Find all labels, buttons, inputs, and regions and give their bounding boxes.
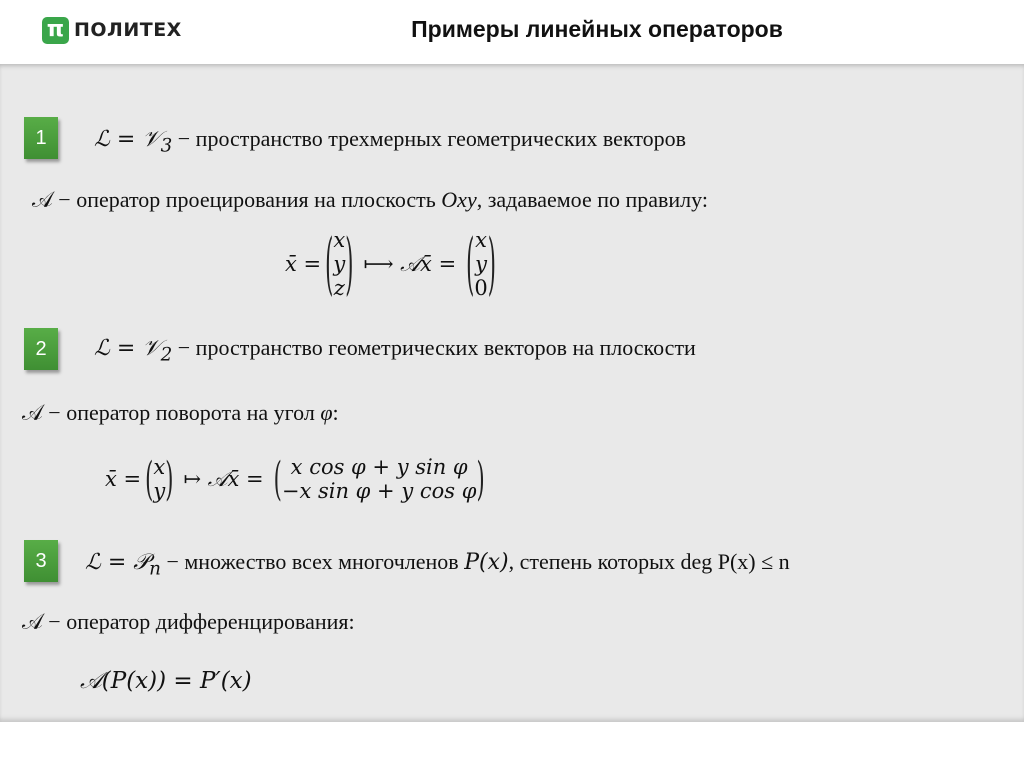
space-symbol: ℒ = 𝒫: [85, 550, 150, 575]
matrix-in: ( x y z ): [325, 225, 354, 303]
operator-rest: , задаваемое по правилу:: [476, 187, 708, 212]
example-2-operator: [22, 400, 339, 426]
matrix-out: ( x y 0 ): [466, 225, 496, 303]
slide-title: Примеры линейных операторов: [411, 16, 783, 42]
operator-text: 𝒜 − оператор дифференцирования:: [22, 609, 355, 634]
badge-1: 1: [24, 117, 58, 159]
space-description: − пространство геометрических векторов на плоскости: [172, 335, 696, 360]
matrix-entry: y: [333, 252, 346, 277]
space-subscript: 2: [160, 344, 173, 366]
operator-var: φ: [320, 400, 333, 425]
space-symbol: ℒ = 𝒱: [94, 336, 161, 361]
operator-text: 𝒜 − оператор проецирования на плоскость: [32, 187, 442, 212]
space-description: − множество всех многочленов: [160, 549, 465, 574]
matrix-entry: x: [153, 455, 166, 479]
space-symbol: ℒ = 𝒱: [94, 127, 161, 152]
eq-map: ↦ 𝒜x̄ =: [183, 466, 264, 491]
example-1-space: [94, 126, 686, 156]
logo-pi-icon: π: [42, 17, 69, 44]
space-subscript: n: [149, 558, 161, 580]
example-3-equation: [80, 668, 252, 694]
eq-map: ⟼ 𝒜x̄ =: [363, 251, 457, 276]
matrix-out: ( x cos φ + y sin φ −x sin φ + y cos φ ): [273, 452, 485, 506]
eq-lhs: x̄ =: [285, 252, 322, 277]
matrix-entry: y: [475, 252, 487, 277]
example-1-equation: [285, 225, 500, 303]
poly-var: P(x): [464, 550, 509, 575]
matrix-entry: x: [475, 228, 487, 252]
operator-var: Oxy: [441, 187, 477, 212]
matrix-entry: x: [333, 228, 346, 252]
matrix-entry: 0: [474, 276, 488, 301]
example-1-operator: [32, 187, 708, 213]
badge-3: 3: [24, 540, 58, 582]
badge-2: 2: [24, 328, 58, 370]
matrix-in: ( x y ): [145, 452, 174, 506]
example-3-space: [85, 549, 790, 579]
matrix-entry: x cos φ + y sin φ: [290, 455, 468, 479]
example-2-space: [94, 335, 696, 365]
matrix-entry: z: [333, 276, 345, 301]
space-description: − пространство трехмерных геометрических векторов: [172, 126, 687, 151]
example-3-operator: [22, 609, 355, 635]
eq-lhs: x̄ =: [105, 467, 142, 492]
matrix-entry: y: [153, 479, 166, 504]
space-subscript: 3: [160, 135, 173, 157]
space-description-rest: , степень которых deg P(x) ≤ n: [508, 549, 790, 574]
operator-rest: :: [332, 400, 339, 425]
matrix-entry: −x sin φ + y cos φ: [281, 479, 477, 504]
example-2-equation: [105, 452, 489, 506]
operator-text: 𝒜 − оператор поворота на угол: [22, 400, 321, 425]
eq-derivative: 𝒜(P(x)) = P′(x): [80, 668, 252, 694]
slide-header: [0, 0, 1024, 64]
logo-text: ПОЛИТЕХ: [74, 19, 182, 41]
